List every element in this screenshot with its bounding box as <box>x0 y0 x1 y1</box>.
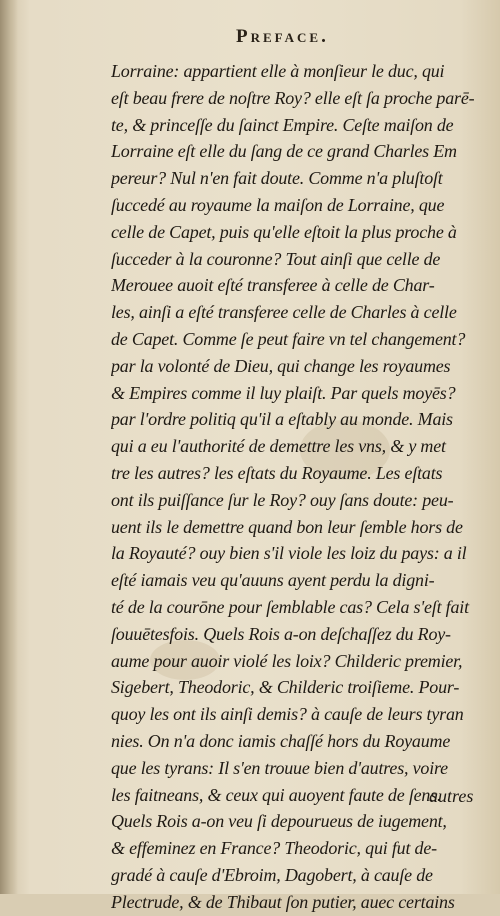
text-line: eſt beau frere de noſtre Roy? elle eſt ſa proche parē- <box>111 87 475 108</box>
text-line: te, & princeſſe du ſainct Empire. Ceſte maiſon de <box>111 114 454 135</box>
text-line: Quels Rois a-on veu ſi depourueus de iugement, <box>111 811 447 832</box>
text-line: les, ainſi a eſté transferee celle de Charles à celle <box>111 302 457 323</box>
text-line: nies. On n'a donc iamis chaſſé hors du Royaume <box>111 730 451 751</box>
text-line: aume pour auoir violé les loix? Childeric premier, <box>111 650 463 671</box>
catchword: autres <box>429 786 474 806</box>
text-line: & Empires comme il luy plaiſt. Par quels moyēs? <box>111 382 456 403</box>
text-line: de Capet. Comme ſe peut faire vn tel changement? <box>111 328 466 349</box>
binding-gutter <box>0 0 18 894</box>
text-line: Lorraine: appartient elle à monſieur le duc, qui <box>111 61 445 81</box>
text-line: té de la courōne pour ſemblable cas? Cela s'eſt fait <box>111 596 469 617</box>
text-line: par la volonté de Dieu, qui change les royaumes <box>111 355 451 376</box>
text-line: les faitneans, & ceux qui auoyent faute de ſens. <box>111 784 442 805</box>
text-line: tre les autres? les eſtats du Royaume. Les eſtats <box>111 462 443 483</box>
page-header <box>0 26 500 52</box>
text-line: ont ils puiſſance ſur le Roy? ouy ſans doute: peu- <box>111 489 454 510</box>
text-line: qui a eu l'authorité de demettre les vns, & y met <box>111 436 446 457</box>
text-line: la Royauté? ouy bien s'il viole les loiz du pays: a il <box>111 543 467 564</box>
text-line: ſouuētesfois. Quels Rois a-on deſchaſſez du Roy- <box>111 623 451 644</box>
text-line: Merouee auoit eſté transferee à celle de Char- <box>111 275 435 296</box>
text-line: gradé à cauſe d'Ebroim, Dagobert, à cauſe de <box>111 864 433 885</box>
text-line: que les tyrans: Il s'en trouue bien d'autres, voire <box>111 757 448 778</box>
text-line: uent ils le demettre quand bon leur ſemble hors de <box>111 516 463 537</box>
text-line: ſucceder à la couronne? Tout ainſi que celle de <box>111 248 441 269</box>
text-line: Sigebert, Theodoric, & Childeric troiſieme. Pour- <box>111 677 460 698</box>
running-title: Preface. <box>236 26 329 47</box>
text-line: eſté iamais veu qu'auuns ayent perdu la digni- <box>111 570 435 591</box>
text-line: ſuccedé au royaume la maiſon de Lorraine, que <box>111 194 445 215</box>
text-line: pereur? Nul n'en fait doute. Comme n'a pluſtoſt <box>111 168 443 189</box>
text-line: celle de Capet, puis qu'elle eſtoit la plus proche à <box>111 221 457 242</box>
text-line: Lorraine eſt elle du ſang de ce grand Charles Em <box>111 141 457 162</box>
text-line: & effeminez en France? Theodoric, qui fut de- <box>111 838 437 859</box>
text-line: quoy les ont ils ainſi demis? à cauſe de leurs tyran <box>111 704 464 725</box>
text-line: Plectrude, & de Thibaut ſon putier, auec certains <box>111 891 455 912</box>
text-line: par l'ordre politiq qu'il a eſtably au monde. Mais <box>111 409 453 430</box>
